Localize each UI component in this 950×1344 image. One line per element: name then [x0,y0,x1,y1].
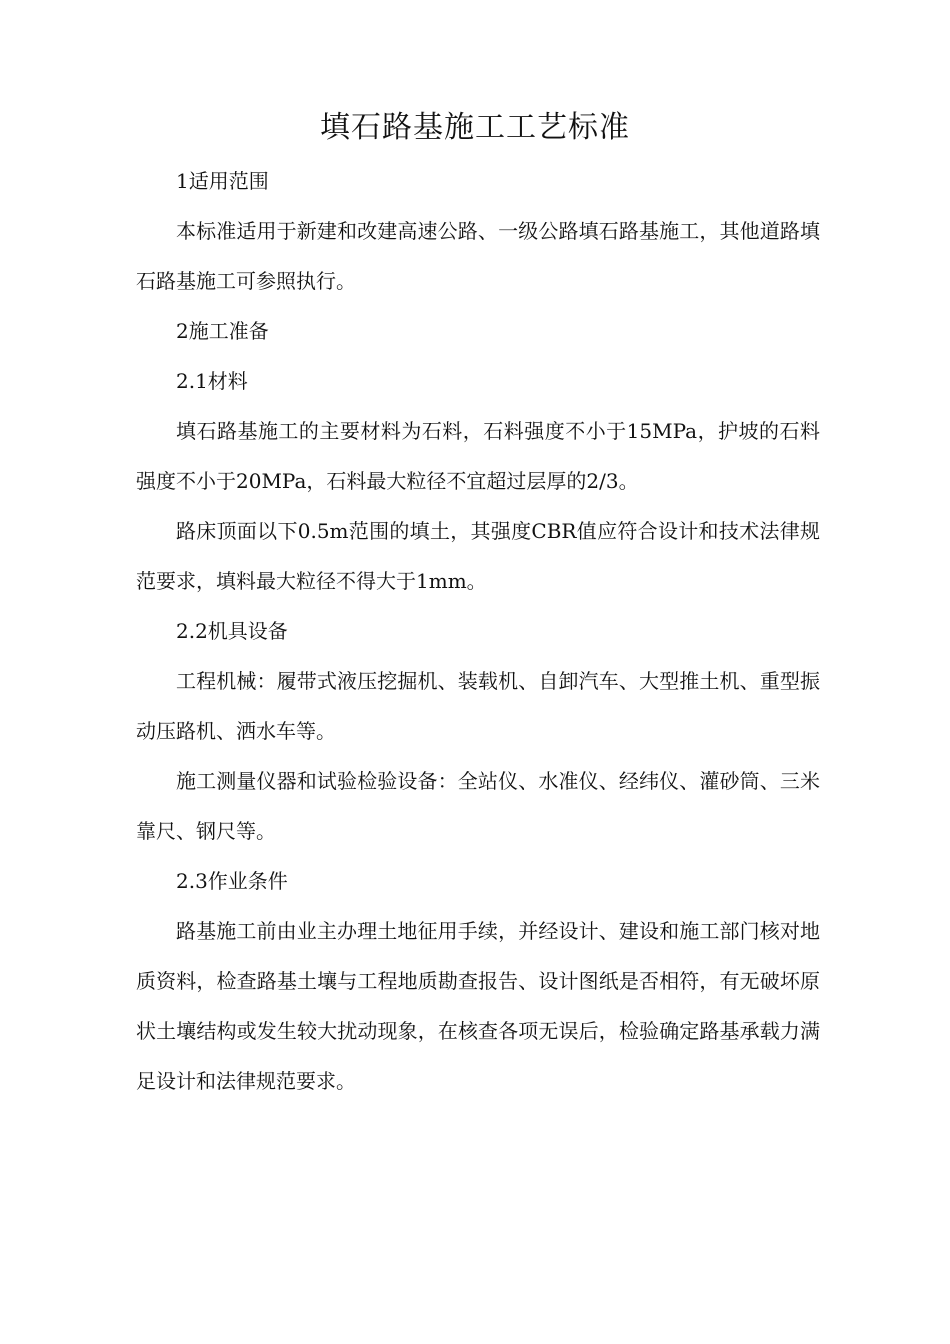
paragraph-machinery: 工程机械：履带式液压挖掘机、装载机、自卸汽车、大型推土机、重型振动压路机、洒水车等。 [136,669,820,743]
paragraph-materials-fill: 路床顶面以下0.5m范围的填土，其强度CBR值应符合设计和技术法律规范要求，填料最大粒径不得大于1mm。 [136,519,820,593]
section-heading-1: 1适用范围 [176,169,269,193]
section-heading-2-2: 2.2机具设备 [176,619,288,643]
document-title: 填石路基施工工艺标准 [320,110,630,145]
section-heading-2: 2施工准备 [176,319,269,343]
paragraph-scope: 本标准适用于新建和改建高速公路、一级公路填石路基施工，其他道路填石路基施工可参照执行。 [136,219,820,293]
section-heading-2-3: 2.3作业条件 [176,869,288,893]
document-body [136,156,820,1106]
paragraph-instruments: 施工测量仪器和试验检验设备：全站仪、水准仪、经纬仪、灌砂筒、三米靠尺、钢尺等。 [136,769,820,843]
section-heading-2-1: 2.1材料 [176,369,248,393]
paragraph-conditions: 路基施工前由业主办理土地征用手续，并经设计、建设和施工部门核对地质资料，检查路基土壤与工程地质勘查报告、设计图纸是否相符，有无破坏原状土壤结构或发生较大扰动现象，在核查各项无误后，检验确定路基承载力满足设计和法律规范要求。 [136,919,820,1093]
paragraph-materials-stone: 填石路基施工的主要材料为石料，石料强度不小于15MPa，护坡的石料强度不小于20MPa，石料最大粒径不宜超过层厚的2/3。 [136,419,820,493]
